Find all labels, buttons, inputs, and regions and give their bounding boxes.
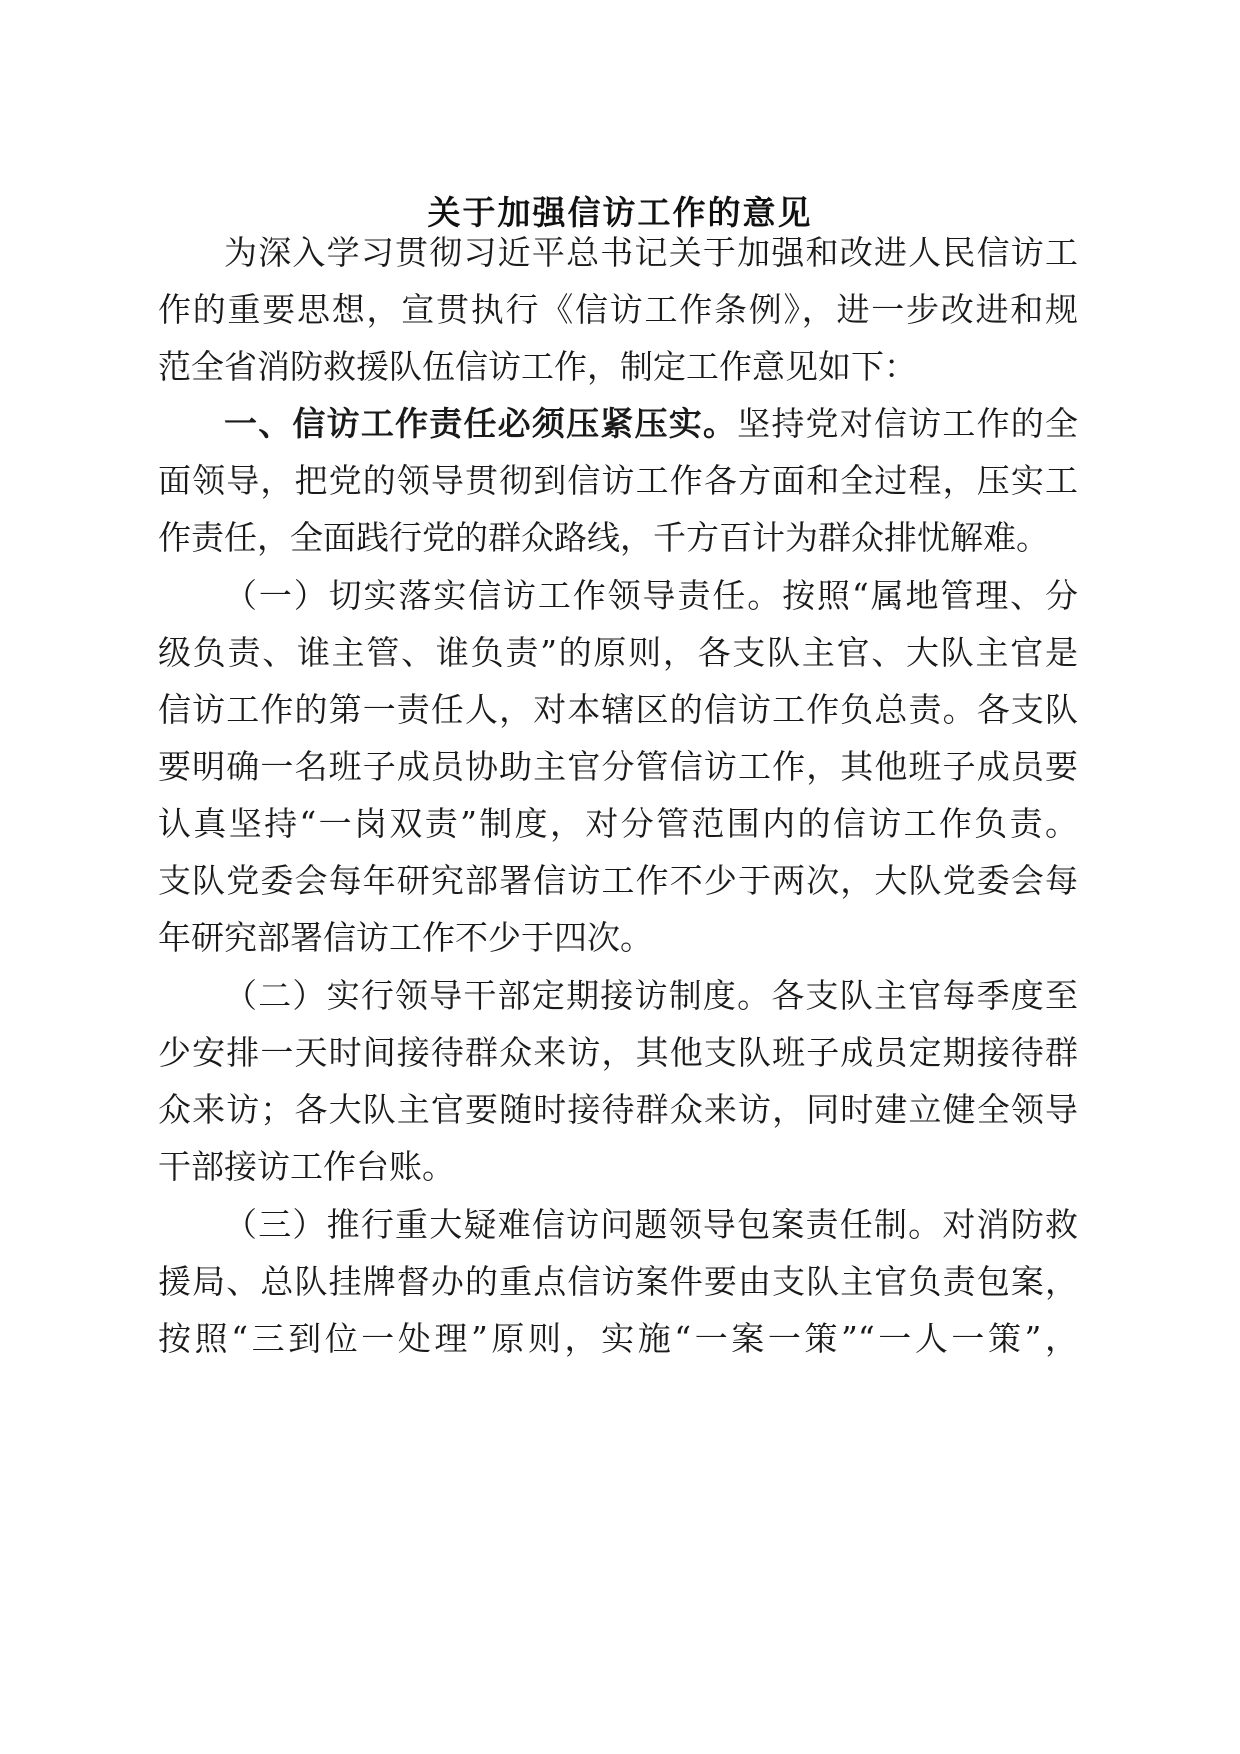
section1-line-1 — [224, 400, 1078, 448]
intro-line-1: 为深入学习贯彻习近平总书记关于加强和改进人民信访工 — [224, 233, 1078, 272]
item3-line-1: （三）推行重大疑难信访问题领导包案责任制。对消防救 — [224, 1205, 1078, 1244]
section1-line-3: 作责任，全面践行党的群众路线，千方百计为群众排忧解难。 — [158, 518, 1049, 557]
intro-line-2: 作的重要思想，宣贯执行《信访工作条例》，进一步改进和规 — [158, 290, 1078, 329]
item2-line-1: （二）实行领导干部定期接访制度。各支队主官每季度至 — [224, 976, 1078, 1015]
item3-line-2: 援局、总队挂牌督办的重点信访案件要由支队主官负责包案， — [158, 1262, 1078, 1301]
item3-line-3: 按照“三到位一处理”原则，实施“一案一策”“一人一策”， — [158, 1319, 1078, 1358]
item1-line-5: 认真坚持“一岗双责”制度，对分管范围内的信访工作负责。 — [158, 804, 1078, 843]
item1-line-1: （一）切实落实信访工作领导责任。按照“属地管理、分 — [224, 576, 1078, 615]
intro-line-3: 范全省消防救援队伍信访工作，制定工作意见如下： — [158, 347, 917, 386]
item1-line-2: 级负责、谁主管、谁负责”的原则，各支队主官、大队主官是 — [158, 633, 1078, 672]
item2-line-2: 少安排一天时间接待群众来访，其他支队班子成员定期接待群 — [158, 1033, 1078, 1072]
item1-line-3: 信访工作的第一责任人，对本辖区的信访工作负总责。各支队 — [158, 690, 1078, 729]
document-title: 关于加强信访工作的意见 — [427, 193, 813, 232]
section1-line-2: 面领导，把党的领导贯彻到信访工作各方面和全过程，压实工 — [158, 461, 1078, 500]
item1-line-4: 要明确一名班子成员协助主官分管信访工作，其他班子成员要 — [158, 747, 1078, 786]
section1-line1-rest: 坚持党对信访工作的全 — [737, 404, 1079, 443]
item1-line-7: 年研究部署信访工作不少于四次。 — [158, 918, 653, 957]
item1-line-6: 支队党委会每年研究部署信访工作不少于两次，大队党委会每 — [158, 861, 1078, 900]
item2-line-3: 众来访；各大队主官要随时接待群众来访，同时建立健全领导 — [158, 1090, 1078, 1129]
item2-line-4: 干部接访工作台账。 — [158, 1147, 455, 1186]
section1-heading: 一、信访工作责任必须压紧压实。 — [224, 404, 738, 443]
